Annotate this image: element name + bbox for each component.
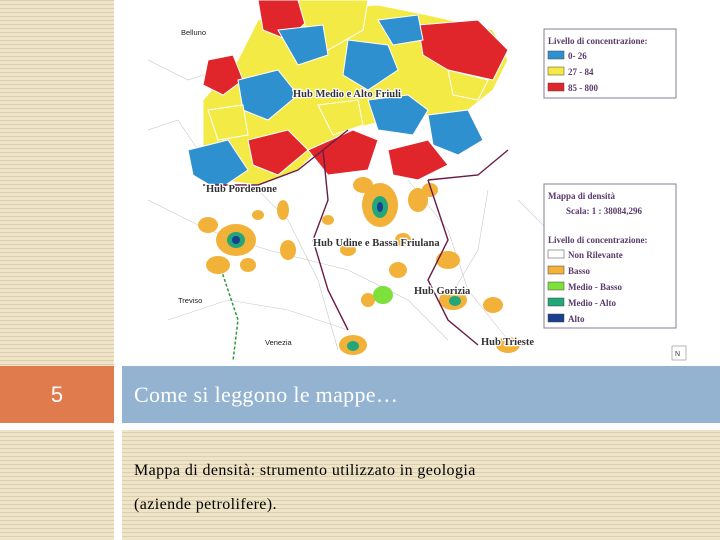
legend-concentration-title: Livello di concentrazione: (548, 36, 648, 46)
legend-density-scale: Scala: 1 : 38084,296 (566, 206, 642, 216)
legend-swatch-teal (548, 298, 564, 306)
legend-item-label: Alto (568, 314, 585, 324)
north-arrow-icon (672, 346, 686, 360)
hub-label-medio-alto-friuli: Hub Medio e Alto Friuli (293, 89, 401, 100)
legend-item-label: 27 - 84 (568, 67, 594, 77)
legend-item-label: 0- 26 (568, 51, 587, 61)
hub-label-pordenone: Hub Pordenone (206, 184, 277, 195)
hub-label-gorizia: Hub Gorizia (414, 286, 471, 297)
body-text (134, 456, 694, 520)
legend-swatch-white (548, 250, 564, 258)
hub-label-trieste: Hub Trieste (481, 337, 534, 348)
legend-swatch-navy (548, 314, 564, 322)
legend-swatch-light-green (548, 282, 564, 290)
place-label-venezia: Venezia (265, 338, 292, 347)
legend-swatch-yellow (548, 67, 564, 75)
hub-label-udine-bassa-friulana: Hub Udine e Bassa Friulana (313, 238, 440, 249)
place-label-belluno: Belluno (181, 28, 207, 37)
legend-item-label: 85 - 800 (568, 83, 598, 93)
legend-swatch-orange (548, 266, 564, 274)
legend-swatch-blue (548, 51, 564, 59)
legend-item-label: Non Rilevante (568, 250, 623, 260)
legend-swatch-red (548, 83, 564, 91)
legend-density (544, 184, 676, 328)
body-line: Mappa di densità: strumento utilizzato in geologia (134, 462, 476, 479)
slide-title: Come si leggono le mappe… (122, 366, 720, 423)
density-map-image (148, 0, 692, 361)
legend-density-subtitle: Livello di concentrazione: (548, 235, 648, 245)
legend-concentration (544, 29, 676, 98)
legend-item-label: Basso (568, 266, 591, 276)
legend-density-title: Mappa di densità (548, 191, 616, 201)
left-decorative-panel (0, 0, 114, 540)
body-line: (aziende petrolifere). (134, 496, 277, 513)
north-label: N (675, 351, 681, 358)
legend-item-label: Medio - Basso (568, 282, 622, 292)
legend-item-label: Medio - Alto (568, 298, 616, 308)
place-label-treviso: Treviso (178, 296, 203, 305)
slide-number: 5 (0, 366, 114, 423)
divider (0, 423, 720, 430)
